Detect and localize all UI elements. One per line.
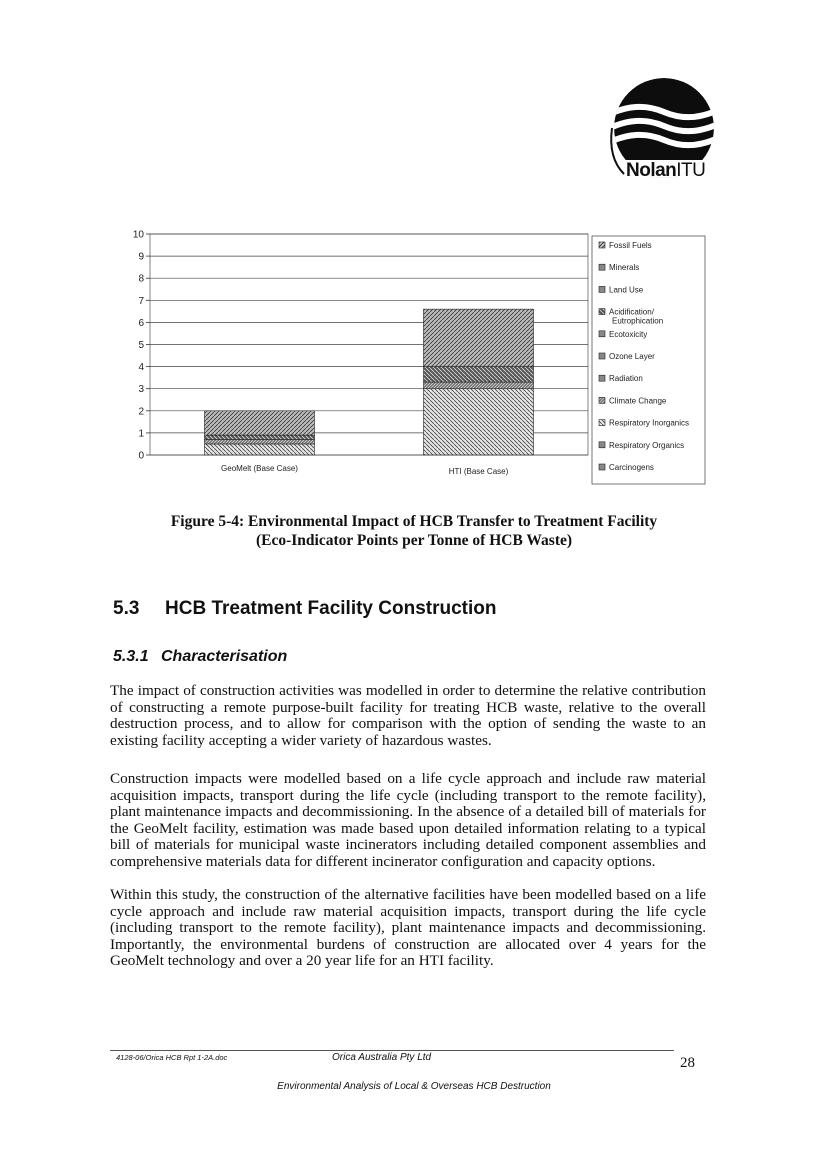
footer-rule [110,1050,674,1051]
legend-swatch [599,442,605,448]
legend-label: Carcinogens [609,463,654,472]
legend-label: Fossil Fuels [609,241,652,250]
bar-segment [205,435,315,439]
legend-swatch [599,264,605,270]
figure-caption-line2: (Eco-Indicator Points per Tonne of HCB Waste) [255,532,573,549]
bar-segment [424,367,534,382]
y-tick-label: 4 [138,362,144,374]
impact-bar-chart [130,224,710,486]
subsection-number: 5.3.1 [113,648,149,665]
legend-swatch [599,353,605,359]
footer-company: Orica Australia Pty Ltd [332,1052,432,1063]
y-tick-label: 9 [138,251,144,263]
legend-label: Climate Change [609,396,667,406]
y-tick-label: 8 [138,273,144,285]
legend-label: Land Use [609,285,644,295]
legend-swatch [599,420,605,426]
y-tick-label: 10 [132,229,144,241]
legend-label: Radiation [609,374,643,384]
x-category-label: GeoMelt (Base Case) [221,464,298,473]
y-tick-label: 2 [138,406,144,418]
y-tick-label: 1 [138,428,144,440]
bar-segment [424,309,534,366]
bar-segment [205,444,315,455]
y-tick-label: 5 [138,340,144,351]
logo-wordmark [626,160,705,182]
section-title: HCB Treatment Facility Construction [165,598,497,619]
legend-label: Acidification/ [609,307,654,317]
subsection-heading [113,648,287,666]
y-tick-label: 0 [138,450,144,462]
figure-caption [0,512,828,550]
chart-legend [592,236,705,484]
legend-swatch [599,464,605,470]
bar-segment [205,440,315,444]
footer-doc-ref: 4128-06/Orica HCB Rpt 1-2A.doc [116,1053,228,1062]
legend-label: Respiratory Inorganics [609,418,690,428]
legend-label: Minerals [609,263,640,273]
paragraph-2: Construction impacts were modelled based on a life cycle approach and include raw material acquisition impacts, transport during the life cycle (including transport to the remote facility), plant maintenance impacts and decommissioning. In the absence of a detailed bill of materials for the GeoMelt facility, estimation was made based upon detailed information relating to a typical bill of materials for municipal waste incinerators including detailed component assemblies and comprehensive materials data for different incinerator configuration and capacity options. [110,770,706,870]
legend-swatch [599,286,605,292]
section-number: 5.3 [113,598,140,619]
logo-name-bold: Nolan [626,160,677,181]
footer-report-title: Environmental Analysis of Local & Overseas HCB Destruction [277,1081,551,1092]
legend-label: Eutrophication [612,316,664,326]
bar-segment [205,411,315,435]
legend-swatch [599,331,605,337]
chart-plot-area [133,230,588,477]
figure-caption-line1: Figure 5-4: Environmental Impact of HCB Transfer to Treatment Facility [170,513,658,530]
section-heading [113,598,497,620]
bar-segment [424,389,534,455]
y-tick-label: 3 [138,384,144,396]
legend-swatch [599,375,605,381]
legend-swatch [599,242,605,248]
subsection-title: Characterisation [161,648,288,665]
legend-label: Respiratory Organics [609,440,685,450]
legend-swatch [599,397,605,403]
legend-label: Ecotoxicity [609,329,648,339]
legend-label: Ozone Layer [609,352,655,361]
logo-name-light: ITU [676,160,706,181]
legend-swatch [599,309,605,315]
y-tick-label: 7 [138,295,144,307]
y-tick-label: 6 [138,317,144,329]
paragraph-3: Within this study, the construction of the alternative facilities have been modelled based on a life cycle approach and include raw material acquisition impacts, transport during the life cycle (including transport to the remote facility), plant maintenance impacts and decommissioning. Importantly, the environmental burdens of construction are allocated over 4 years for the GeoMelt technology and over a 20 year life for an HTI facility. [110,886,706,970]
page-number: 28 [680,1055,695,1071]
bar-segment [424,382,534,389]
paragraph-1: The impact of construction activities was modelled in order to determine the relative contribution of constructing a remote purpose-built facility for treating HCB waste, relative to the overall destruction process, and to allow for comparison with the option of sending the waste to an existing facility accepting a wider variety of hazardous wastes. [110,682,706,749]
x-category-label: HTI (Base Case) [448,467,509,476]
